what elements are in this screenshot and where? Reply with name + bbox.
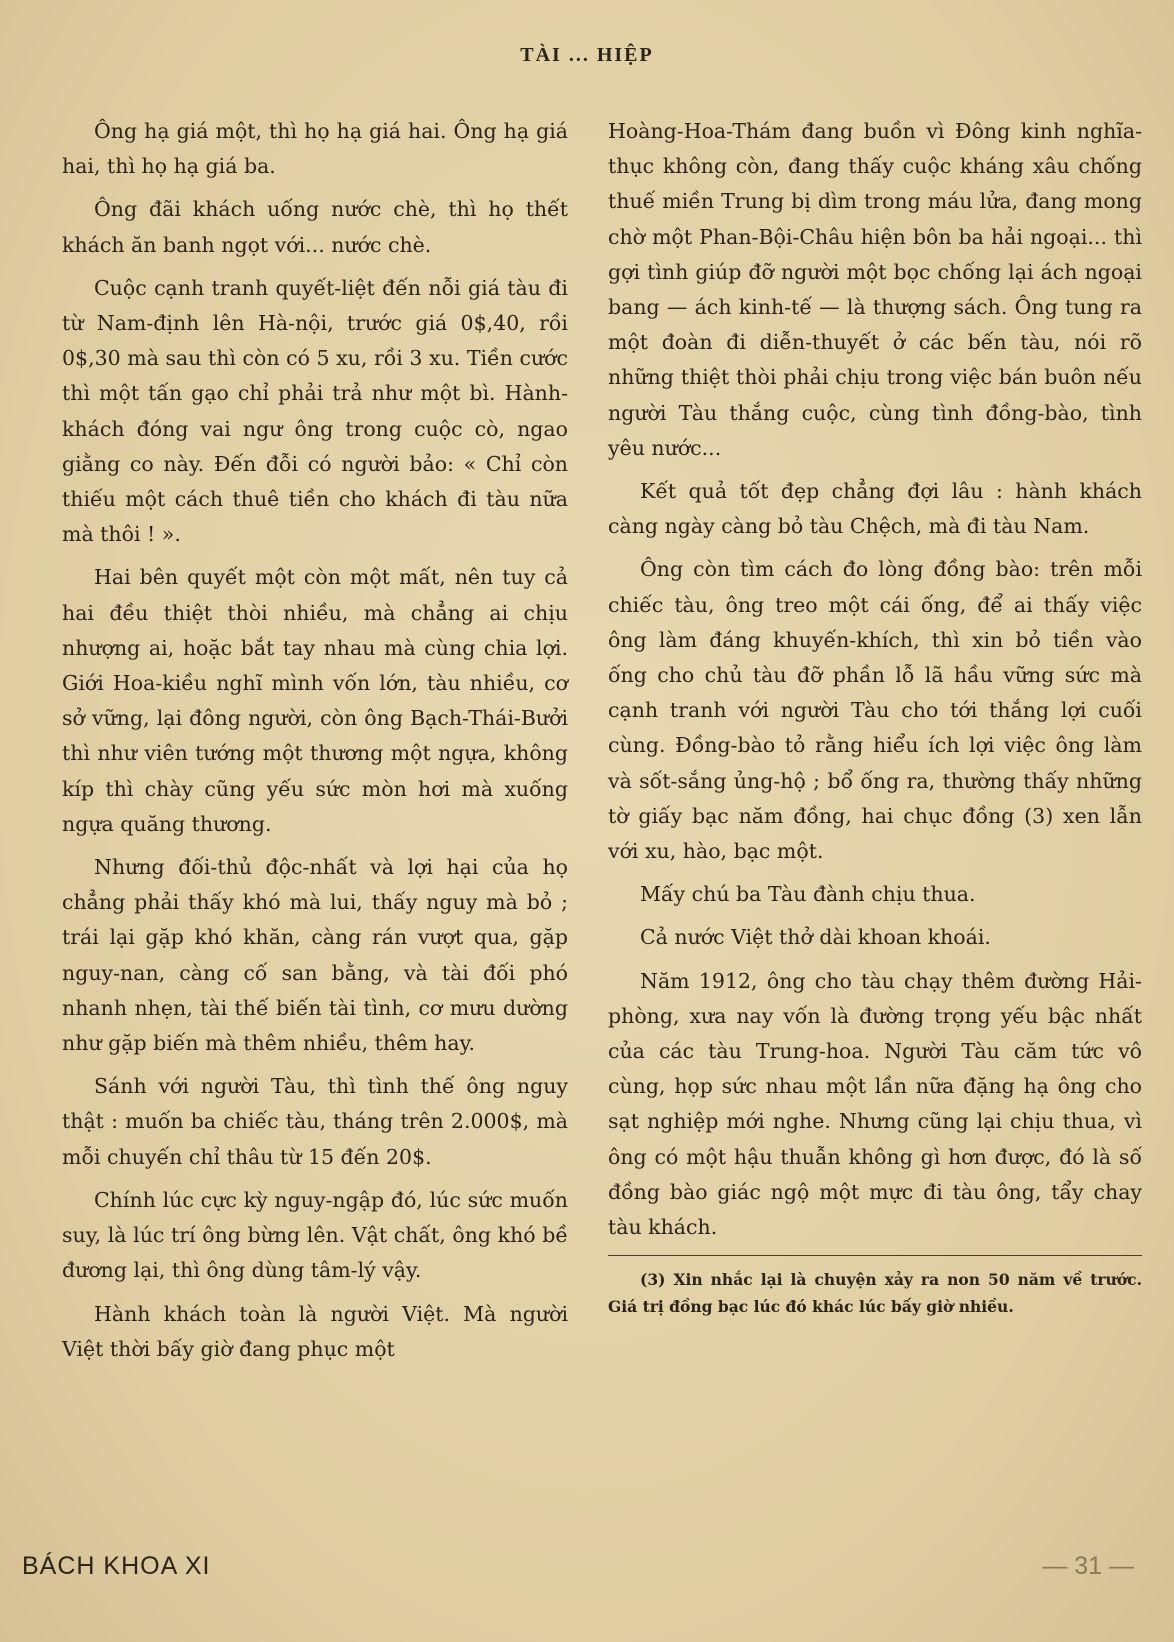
paragraph: Cuộc cạnh tranh quyết-liệt đến nỗi giá tàu đi từ Nam-định lên Hà-nội, trước giá 0$,40, rồi 0$,30 mà sau thì còn có 5 xu, rồi 3 xu. Tiền cước thì một tấn gạo chỉ phải trả như một bì. Hành-khách đóng vai ngư ông trong cuộc cò, ngao giằng co này. Đến đỗi có người bảo: « Chỉ còn thiếu một cách thuê tiền cho khách đi tàu nữa mà thôi ! ». (62, 275, 568, 547)
paragraph: Cả nước Việt thở dài khoan khoái. (640, 925, 991, 950)
paragraph: Mấy chú ba Tàu đành chịu thua. (640, 882, 976, 907)
left-column (62, 114, 568, 1375)
paragraph: Hành khách toàn là người Việt. Mà người Việt thời bấy giờ đang phục một (62, 1301, 568, 1361)
footnote: (3) Xin nhắc lại là chuyện xảy ra non 50 năm về trước. Giá trị đồng bạc lúc đó khác lúc bấy giờ nhiều. (608, 1270, 1142, 1317)
paragraph: Kết quả tốt đẹp chẳng đợi lâu : hành khách càng ngày càng bỏ tàu Chệch, mà đi tàu Nam. (608, 479, 1142, 539)
paragraph: Sánh với người Tàu, thì tình thế ông nguy thật : muốn ba chiếc tàu, tháng trên 2.000$, mà mỗi chuyến chỉ thâu từ 15 đến 20$. (62, 1074, 568, 1169)
paragraph: Chính lúc cực kỳ nguy-ngập đó, lúc sức muốn suy, là lúc trí ông bừng lên. Vật chất, ông khó bề đương lại, thì ông dùng tâm-lý vậy. (62, 1187, 568, 1283)
footnote-divider (608, 1255, 1142, 1256)
paragraph: Ông đãi khách uống nước chè, thì họ thết khách ăn banh ngọt với... nước chè. (62, 197, 568, 257)
paragraph: Hoàng-Hoa-Thám đang buồn vì Đông kinh nghĩa-thục không còn, đang thấy cuộc kháng xâu chống thuế miền Trung bị dìm trong máu lửa, đang mong chờ một Phan-Bội-Châu hiện bôn ba hải ngoại... thì gợi tình giúp đỡ người một bọc chống lại ách ngoại bang — ách kinh-tế — là thượng sách. Ông tung ra một đoàn đi diễn-thuyết ở các bến tàu, nói rõ những thiệt thòi phải chịu trong việc bán buôn nếu người Tàu thắng cuộc, cùng tình đồng-bào, tình yêu nước... (608, 119, 1142, 460)
page-number: — 31 — (1042, 1552, 1134, 1580)
right-column (608, 114, 1142, 1328)
right-column-paragraphs (608, 114, 1142, 1245)
magazine-title: BÁCH KHOA XI (22, 1552, 211, 1580)
paragraph: Ông hạ giá một, thì họ hạ giá hai. Ông hạ giá hai, thì họ hạ giá ba. (62, 119, 568, 179)
paragraph: Năm 1912, ông cho tàu chạy thêm đường Hải-phòng, xưa nay vốn là đường trọng yếu bậc nhất của các tàu Trung-hoa. Người Tàu căm tức vô cùng, họp sức nhau một lần nữa đặng hạ ông cho sạt nghiệp mới nghe. Nhưng cũng lại chịu thua, vì ông có một hậu thuẫn không gì hơn được, đó là số đồng bào giác ngộ một mực đi tàu ông, tẩy chay tàu khách. (608, 968, 1142, 1240)
paragraph: Ông còn tìm cách đo lòng đồng bào: trên mỗi chiếc tàu, ông treo một cái ống, để ai thấy việc ông làm đáng khuyến-khích, thì xin bỏ tiền vào ống cho chủ tàu đỡ phần lỗ lã hầu vững sức mà cạnh tranh với người Tàu cho tới thắng lợi cuối cùng. Đồng-bào tỏ rằng hiểu ích lợi việc ông làm và sốt-sắng ủng-hộ ; bổ ống ra, thường thấy những tờ giấy bạc năm đồng, hai chục đồng (3) xen lẫn với xu, hào, bạc một. (608, 557, 1142, 864)
paragraph: Hai bên quyết một còn một mất, nên tuy cả hai đều thiệt thòi nhiều, mà chẳng ai chịu nhượng ai, hoặc bắt tay nhau mà cùng chia lợi. Giới Hoa-kiều nghĩ mình vốn lớn, tàu nhiều, cơ sở vững, lại đông người, còn ông Bạch-Thái-Bưởi thì như viên tướng một thương một ngựa, không kíp thì chày cũng yếu sức mòn hơi mà xuống ngựa quăng thương. (62, 565, 568, 836)
running-title: TÀI ... HIỆP (520, 44, 654, 66)
paragraph: Nhưng đối-thủ độc-nhất và lợi hại của họ chẳng phải thấy khó mà lui, thấy nguy mà bỏ ; trái lại gặp khó khăn, càng rán vượt qua, gặp nguy-nan, càng cố san bằng, và tài đối phó nhanh nhẹn, tài thế biến tài tình, cơ mưu dường như gặp biến mà thêm nhiều, thêm hay. (62, 855, 568, 1056)
